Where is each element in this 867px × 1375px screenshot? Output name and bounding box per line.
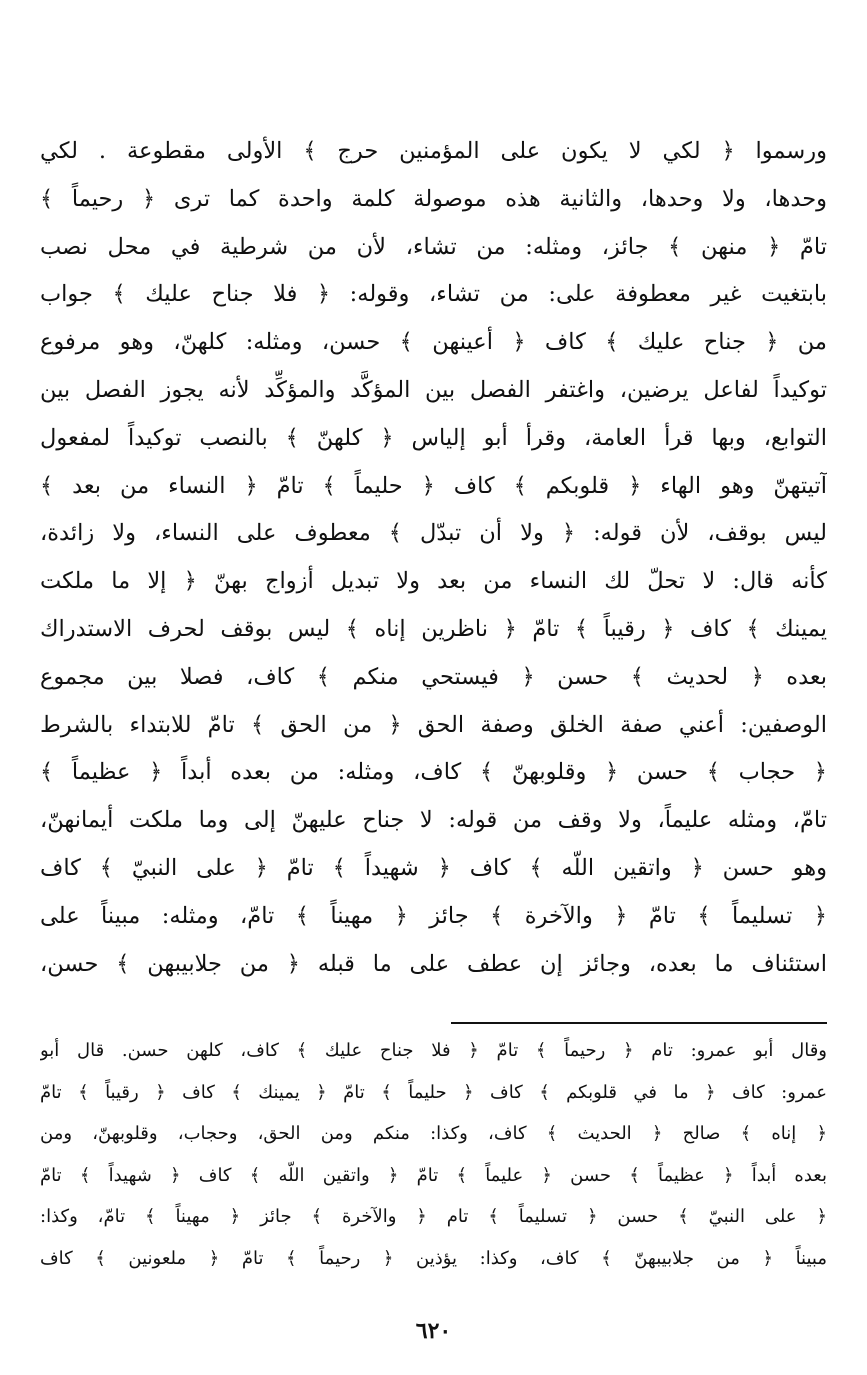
footnote-line: مبيناً ﴿ من جلابيبهنّ ﴾ كاف، وكذا: يؤذين ﴿ رحيماً ﴾ تامّ ﴿ ملعونين ﴾ كاف bbox=[40, 1247, 827, 1269]
main-text-line: ورسموا ﴿ لكي لا يكون على المؤمنين حرج ﴾ الأولى مقطوعة . لكي bbox=[40, 138, 827, 164]
main-text-line: ﴿ تسليماً ﴾ تامّ ﴿ والآخرة ﴾ جائز ﴿ مهيناً ﴾ تامّ، ومثله: مبيناً على bbox=[40, 902, 827, 929]
main-text-line: ليس بوقف، لأن قوله: ﴿ ولا أن تبدّل ﴾ معطوف على النساء، ولا زائدة، bbox=[40, 520, 827, 547]
main-text-line: كأنه قال: لا تحلّ لك النساء من بعد ولا تبديل أزواج بهنّ ﴿ إلا ما ملكت bbox=[40, 568, 827, 595]
main-text bbox=[40, 128, 827, 988]
footnote-line: ﴿ على النبيّ ﴾ حسن ﴿ تسليماً ﴾ تام ﴿ والآخرة ﴾ جائز ﴿ مهيناً ﴾ تامّ، وكذا: bbox=[40, 1206, 827, 1227]
page-number: ٦٢٠ bbox=[415, 1318, 452, 1344]
main-text-line: تامّ ﴿ منهن ﴾ جائز، ومثله: من تشاء، لأن من شرطية في محل نصب bbox=[40, 233, 827, 260]
main-text-line: الوصفين: أعني صفة الخلق وصفة الحق ﴿ من الحق ﴾ تامّ للابتداء بالشرط bbox=[40, 711, 827, 738]
footnote-line: ﴿ إناه ﴾ صالح ﴿ الحديث ﴾ كاف، وكذا: منكم ومن الحق، وحجاب، وقلوبهنّ، ومن bbox=[40, 1123, 827, 1144]
footnote-separator-rule bbox=[451, 1022, 827, 1024]
main-text-line: بابتغيت غير معطوفة على: من تشاء، وقوله: ﴿ فلا جناح عليك ﴾ جواب bbox=[40, 281, 827, 308]
footnote-line: عمرو: كاف ﴿ ما في قلوبكم ﴾ كاف ﴿ حليماً ﴾ تامّ ﴿ يمينك ﴾ كاف ﴿ رقيباً ﴾ تامّ bbox=[40, 1081, 827, 1103]
main-text-line: التوابع، وبها قرأ العامة، وقرأ أبو إلياس ﴿ كلهنّ ﴾ بالنصب توكيداً لمفعول bbox=[40, 424, 827, 451]
main-text-line: من ﴿ جناح عليك ﴾ كاف ﴿ أعينهن ﴾ حسن، ومثله: كلهنّ، وهو مرفوع bbox=[40, 329, 827, 356]
main-text-line: آتيتهنّ وهو الهاء ﴿ قلوبكم ﴾ كاف ﴿ حليماً ﴾ تامّ ﴿ النساء من بعد ﴾ bbox=[40, 472, 827, 499]
main-text-line: وحدها، ولا وحدها، والثانية هذه موصولة كلمة واحدة كما ترى ﴿ رحيماً ﴾ bbox=[40, 185, 827, 212]
main-text-line: تامّ، ومثله عليماً، ولا وقف من قوله: لا جناح عليهنّ إلى وما ملكت أيمانهنّ، bbox=[40, 807, 827, 834]
main-text-line: ﴿ حجاب ﴾ حسن ﴿ وقلوبهنّ ﴾ كاف، ومثله: من بعده أبداً ﴿ عظيماً ﴾ bbox=[40, 759, 827, 786]
main-text-line: وهو حسن ﴿ واتقين اللّه ﴾ كاف ﴿ شهيداً ﴾ تامّ ﴿ على النبيّ ﴾ كاف bbox=[40, 854, 827, 881]
footnote-line: وقال أبو عمرو: تام ﴿ رحيماً ﴾ تامّ ﴿ فلا جناح عليك ﴾ كاف، كلهن حسن. قال أبو bbox=[40, 1040, 827, 1061]
main-text-line: يمينك ﴾ كاف ﴿ رقيباً ﴾ تامّ ﴿ ناظرين إناه ﴾ ليس بوقف لحرف الاستدراك bbox=[40, 615, 827, 642]
footnote-line: بعده أبداً ﴿ عظيماً ﴾ حسن ﴿ عليماً ﴾ تامّ ﴿ واتقين اللّه ﴾ كاف ﴿ شهيداً ﴾ تامّ bbox=[40, 1164, 827, 1186]
main-text-line: بعده ﴿ لحديث ﴾ حسن ﴿ فيستحي منكم ﴾ كاف، فصلا بين مجموع bbox=[40, 663, 827, 690]
main-text-line: توكيداً لفاعل يرضين، واغتفر الفصل بين المؤكَّد والمؤكِّد لأنه يجوز الفصل بين bbox=[40, 376, 827, 403]
main-text-line: استئناف ما بعده، وجائز إن عطف على ما قبله ﴿ من جلابيبهن ﴾ حسن، bbox=[40, 950, 827, 977]
footnotes bbox=[40, 1030, 827, 1279]
